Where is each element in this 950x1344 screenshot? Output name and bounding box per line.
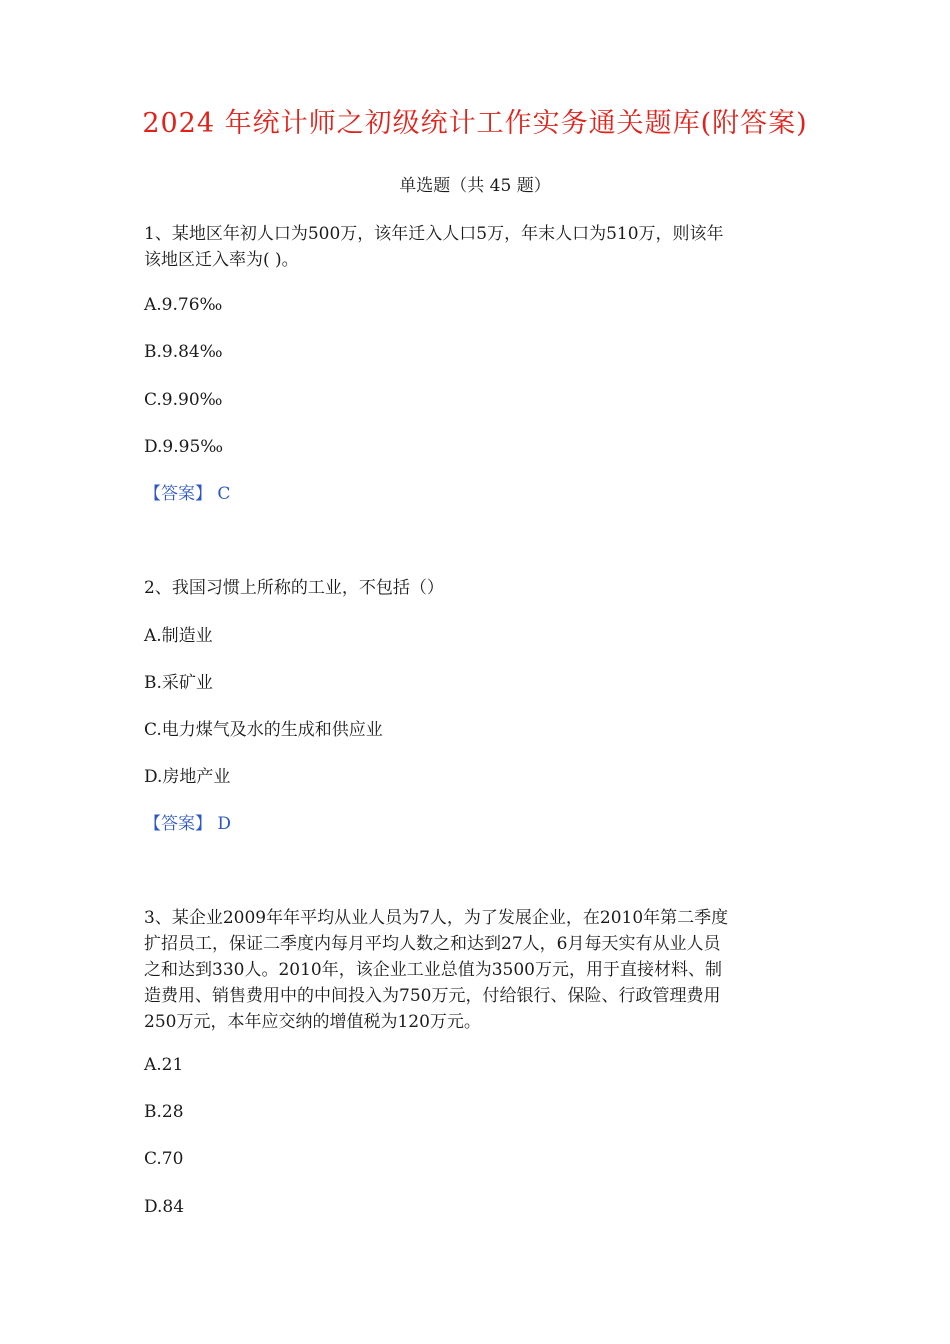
q2-option-b: B.采矿业 [144, 673, 213, 693]
q2-answer-value: D [217, 814, 232, 834]
q2-answer-label: 【答案】 [144, 814, 212, 834]
q3-option-b: B.28 [144, 1102, 184, 1122]
q3-option-d: D.84 [144, 1197, 185, 1217]
q1-stem-line-1: 1、某地区年初人口为500万，该年迁入人口5万，年末人口为510万，则该年 [144, 224, 724, 244]
q1-answer-label: 【答案】 [144, 484, 212, 504]
q2-answer [144, 811, 814, 837]
q1-option-d: D.9.95‰ [144, 437, 224, 457]
q1-stem-line-2: 该地区迁入率为( )。 [144, 250, 299, 270]
q1-answer [144, 481, 814, 507]
q2-option-d: D.房地产业 [144, 767, 231, 787]
q1-option-a: A.9.76‰ [144, 295, 223, 315]
q2-option-a: A.制造业 [144, 626, 213, 646]
q2-option-c: C.电力煤气及水的生成和供应业 [144, 720, 383, 740]
q2-stem-line-1: 2、我国习惯上所称的工业，不包括（） [144, 578, 444, 598]
q3-stem-line-5: 250万元，本年应交纳的增值税为120万元。 [144, 1012, 481, 1032]
q3-stem-line-1: 3、某企业2009年年平均从业人员为7人，为了发展企业，在2010年第二季度 [144, 908, 729, 928]
q3-option-c: C.70 [144, 1149, 184, 1169]
q1-option-c: C.9.90‰ [144, 390, 223, 410]
section-heading: 单选题（共 45 题） [399, 176, 551, 196]
q3-option-a: A.21 [144, 1055, 184, 1075]
q3-stem-line-4: 造费用、销售费用中的中间投入为750万元，付给银行、保险、行政管理费用 [144, 986, 721, 1006]
q1-answer-value: C [217, 484, 231, 504]
q3-stem-line-3: 之和达到330人。2010年，该企业工业总值为3500万元，用于直接材料、制 [144, 960, 722, 980]
document-title: 2024 年统计师之初级统计工作实务通关题库(附答案) [142, 108, 808, 139]
q1-option-b: B.9.84‰ [144, 342, 223, 362]
q3-stem-line-2: 扩招员工，保证二季度内每月平均人数之和达到27人，6月每天实有从业人员 [144, 934, 721, 954]
